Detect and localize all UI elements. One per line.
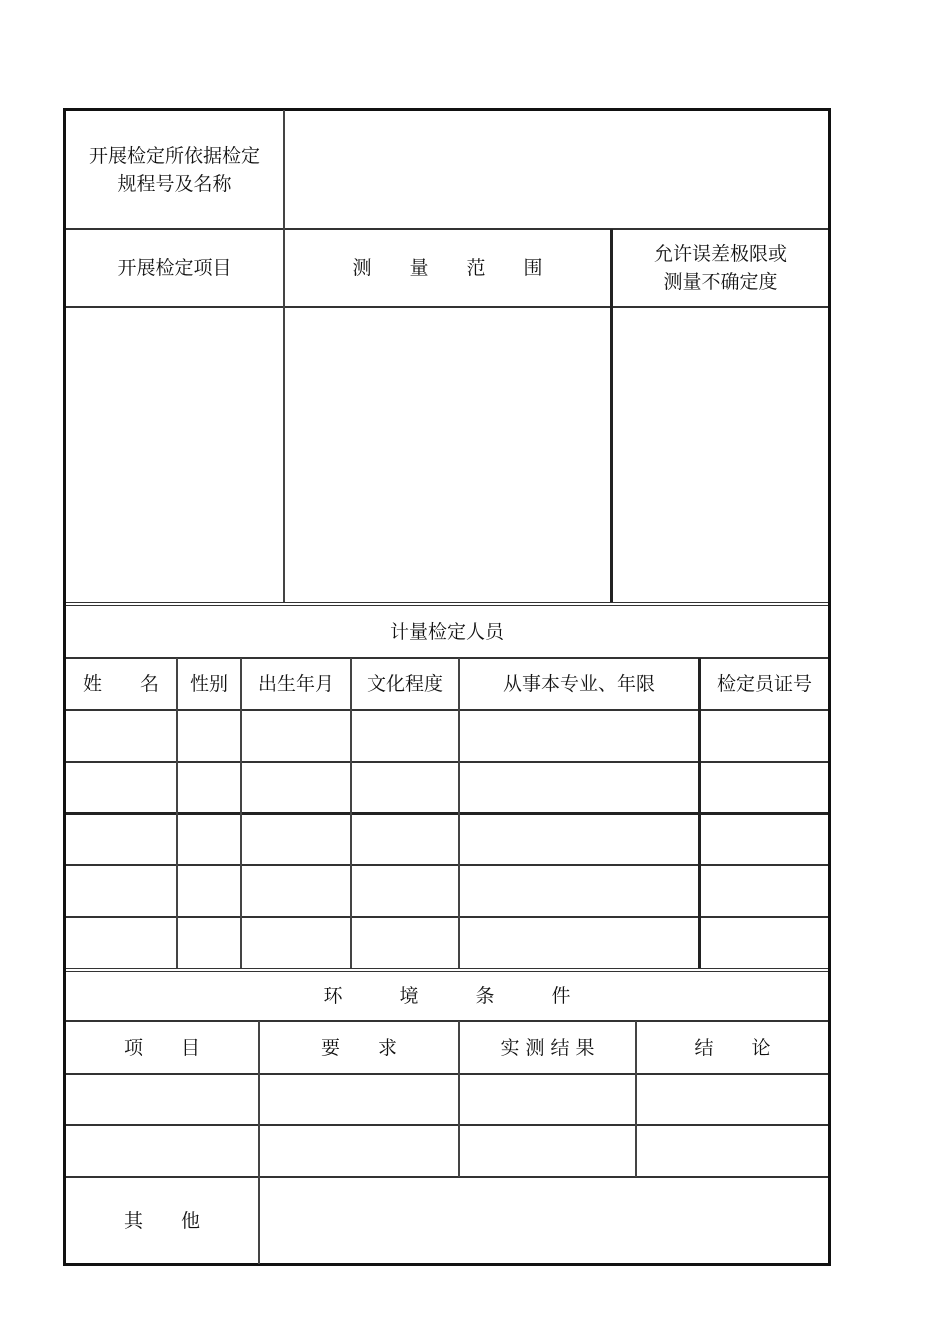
col-divider — [698, 658, 701, 969]
personnel-title: 计量检定人员 — [389, 620, 504, 643]
basis-label — [66, 112, 283, 228]
col-divider — [176, 658, 178, 969]
item-header: 开展检定项目 — [117, 257, 232, 279]
col-divider — [240, 658, 242, 969]
row-divider — [66, 1124, 828, 1126]
col-divider — [350, 658, 352, 969]
col-header-education: 文化程度 — [366, 673, 443, 695]
error-header-line1: 允许误差极限或 — [653, 243, 787, 265]
col-header-name: 姓 名 — [82, 673, 159, 695]
range-header: 测 量 范 围 — [352, 257, 543, 279]
col-divider — [635, 1021, 637, 1177]
col-divider — [458, 658, 460, 969]
error-field[interactable] — [613, 308, 828, 601]
row-divider — [66, 1073, 828, 1075]
row-divider — [66, 709, 828, 711]
basis-label-line1: 开展检定所依据检定 — [88, 145, 260, 167]
env-col-measured: 实 测 结 果 — [500, 1036, 595, 1059]
error-header-line2: 测量不确定度 — [663, 271, 778, 293]
col-header-birth: 出生年月 — [257, 673, 334, 695]
error-header — [613, 230, 828, 306]
item-field[interactable] — [66, 308, 283, 601]
env-col-requirement: 要 求 — [320, 1036, 397, 1059]
other-field[interactable] — [260, 1178, 828, 1264]
row-divider — [66, 916, 828, 918]
other-label: 其 他 — [123, 1210, 200, 1232]
col-header-certificate: 检定员证号 — [716, 673, 812, 695]
env-col-item: 项 目 — [123, 1036, 200, 1059]
env-col-conclusion: 结 论 — [694, 1036, 771, 1059]
col-divider — [458, 1021, 460, 1177]
row-divider — [66, 864, 828, 866]
row-divider — [66, 812, 828, 815]
basis-label-line2: 规程号及名称 — [117, 173, 232, 195]
environment-title: 环 境 条 件 — [323, 985, 571, 1007]
col-header-experience: 从事本专业、年限 — [502, 673, 655, 695]
basis-value-field[interactable] — [285, 112, 828, 228]
col-header-gender: 性别 — [189, 673, 228, 695]
row-divider — [66, 761, 828, 763]
range-field[interactable] — [285, 308, 610, 601]
